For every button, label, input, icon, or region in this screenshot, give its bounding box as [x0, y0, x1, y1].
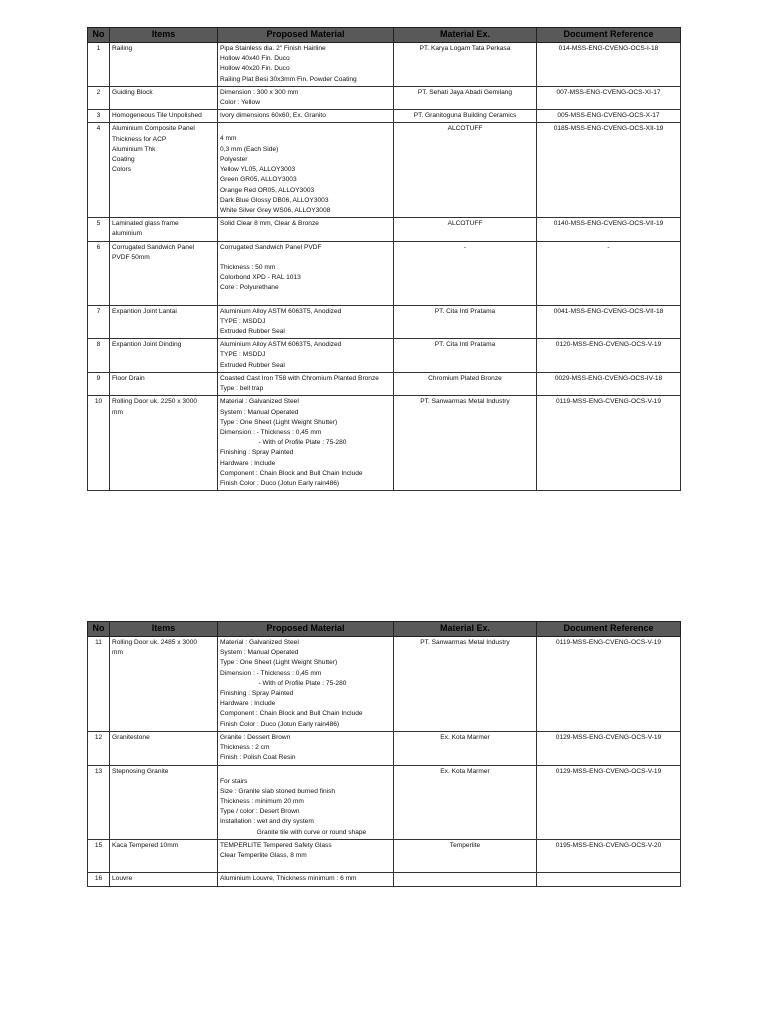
item-cell [110, 110, 218, 123]
row-number: 6 [88, 241, 110, 305]
proposed-material-cell [218, 123, 394, 218]
material-line: Extruded Rubber Seal [220, 361, 285, 369]
material-line: Finish : Polish Coat Resin [220, 754, 296, 762]
proposed-material-cell [218, 241, 394, 305]
material-line [220, 124, 391, 134]
material-line: Type / color : Desert Brown [220, 808, 300, 816]
proposed-material-cell [218, 839, 394, 872]
item-cell [110, 305, 218, 339]
table-row [88, 241, 681, 305]
material-line: Finish Color : Duco (Jotun Early rain486) [220, 720, 340, 728]
material-line: - With of Profile Plate : 75-280 [220, 439, 347, 447]
item-cell [110, 839, 218, 872]
material-line: Component : Chain Block and Bull Chain Include [220, 469, 363, 477]
material-line: For stairs [220, 777, 248, 785]
header-document-reference: Document Reference [537, 622, 681, 637]
material-line: System : Manual Operated [220, 408, 299, 416]
material-line: Material : Galvanized Steel [220, 638, 299, 646]
document-reference-cell: 0129-MSS-ENG-CVENG-OCS-V-19 [537, 731, 681, 765]
header-proposed-material: Proposed Material [218, 622, 394, 637]
material-line: TYPE : MSDDJ [220, 317, 266, 325]
document-reference-cell: 0140-MSS-ENG-CVENG-OCS-VII-19 [537, 218, 681, 241]
material-line: Aluminium Alloy ASTM 6063T5, Anodized [220, 341, 342, 349]
proposed-material-cell [218, 731, 394, 765]
row-number: 3 [88, 110, 110, 123]
material-table-2 [87, 621, 681, 887]
table-row [88, 110, 681, 123]
item-line: Aluminium Thk [112, 145, 156, 153]
item-cell [110, 765, 218, 839]
material-line: Size : Granite slab stoned burned finish [220, 787, 336, 795]
material-line: Thickness : 2 cm [220, 744, 270, 752]
material-line: Color : Yellow [220, 99, 260, 107]
proposed-material-cell [218, 396, 394, 491]
material-ex-cell [394, 873, 537, 886]
document-reference-cell: 0029-MSS-ENG-CVENG-OCS-IV-18 [537, 372, 681, 395]
item-cell [110, 339, 218, 373]
material-line: Finishing : Spray Painted [220, 690, 294, 698]
item-cell [110, 636, 218, 731]
material-line: Railing Plat Besi 30x3mm Fin. Powder Coating [220, 75, 357, 83]
item-cell [110, 86, 218, 109]
material-line: Coasted Cast Iron T58 with Chromium Planted Bronze [220, 374, 379, 382]
material-ex-cell: ALCOTUFF [394, 218, 537, 241]
header-proposed-material: Proposed Material [218, 28, 394, 43]
item-line: Rolling Door uk. 2250 x 3000 [112, 398, 198, 406]
material-line: Corrugated Sandwich Panel PVDF [220, 243, 322, 251]
material-line: Installation : wet and dry system [220, 818, 314, 826]
row-number: 5 [88, 218, 110, 241]
row-number: 16 [88, 873, 110, 886]
material-line: Type : One Sheet (Light Weight Shutter) [220, 418, 338, 426]
material-ex-cell: PT. Sehati Jaya Abadi Gemilang [394, 86, 537, 109]
header-material-ex: Material Ex. [394, 622, 537, 637]
table-row [88, 839, 681, 872]
item-line: Laminated glass frame [112, 220, 179, 228]
item-cell [110, 731, 218, 765]
item-line: Thickness for ACP [112, 135, 167, 143]
material-line: TYPE : MSDDJ [220, 351, 266, 359]
table-row [88, 42, 681, 86]
material-ex-cell: PT. Sanwarmas Metal Industry [394, 636, 537, 731]
material-line: Thickness : minimum 20 mm [220, 798, 304, 805]
row-number: 11 [88, 636, 110, 731]
material-line [220, 861, 391, 871]
item-line: Homogeneous Tile Unpolished [112, 112, 202, 120]
item-line: aluminium [112, 230, 143, 238]
proposed-material-cell [218, 765, 394, 839]
item-line: Railing [112, 44, 133, 52]
material-line: System : Manual Operated [220, 649, 299, 657]
proposed-material-cell [218, 86, 394, 109]
table-row [88, 396, 681, 491]
material-line: Dark Blue Glossy DB06, ALLOY3003 [220, 196, 329, 204]
header-items: Items [110, 622, 218, 637]
material-line: Dimension : - Thickness : 0,45 mm [220, 428, 322, 436]
item-line: Corrugated Sandwich Panel [112, 243, 195, 251]
document-reference-cell [537, 873, 681, 886]
material-ex-cell: PT. Cita Inti Pratama [394, 339, 537, 373]
document-reference-cell: 0120-MSS-ENG-CVENG-OCS-V-19 [537, 339, 681, 373]
row-number: 13 [88, 765, 110, 839]
material-line: - With of Profile Plate : 75-280 [220, 679, 347, 687]
material-line: Hollow 40x20 Fin. Duco [220, 65, 290, 73]
item-line: Guiding Block [112, 88, 153, 96]
material-line: Aluminium Alloy ASTM 6063T5, Anodized [220, 307, 342, 315]
item-line: Coating [112, 156, 135, 164]
material-ex-cell: PT. Karya Logam Tata Perkasa [394, 42, 537, 86]
item-line: Floor Drain [112, 374, 145, 382]
table-row [88, 372, 681, 395]
material-line [220, 253, 391, 263]
material-line: Component : Chain Block and Bull Chain Include [220, 710, 363, 718]
material-line [220, 294, 391, 304]
row-number: 4 [88, 123, 110, 218]
material-line: Pipa Stainless dia. 2" Finish Hairline [220, 44, 326, 52]
table-header-row [88, 622, 681, 637]
item-cell [110, 42, 218, 86]
table-row [88, 731, 681, 765]
header-no: No [88, 622, 110, 637]
item-cell [110, 396, 218, 491]
material-ex-cell: - [394, 241, 537, 305]
table-row [88, 765, 681, 839]
item-line: Aluminium Composite Panel [112, 125, 195, 133]
material-line: Ivory dimensions 60x60, Ex. Granito [220, 112, 326, 120]
material-ex-cell: Chromium Plated Bronze [394, 372, 537, 395]
material-ex-cell: PT. Cita Inti Pratama [394, 305, 537, 339]
material-line [220, 767, 391, 777]
document-reference-cell: 0129-MSS-ENG-CVENG-OCS-V-19 [537, 765, 681, 839]
material-line: Type : One Sheet (Light Weight Shutter) [220, 659, 338, 667]
item-line: PVDF 50mm [112, 253, 150, 261]
table-row [88, 636, 681, 731]
document-reference-cell: 0119-MSS-ENG-CVENG-OCS-V-19 [537, 636, 681, 731]
material-line: Thickness : 50 mm [220, 263, 276, 271]
document-reference-cell: 014-MSS-ENG-CVENG-OCS-I-18 [537, 42, 681, 86]
material-line: Finish Color : Duco (Jotun Early rain486) [220, 480, 340, 488]
row-number: 1 [88, 42, 110, 86]
proposed-material-cell [218, 636, 394, 731]
item-line: mm [112, 408, 123, 416]
material-line: Clear Temperlite Glass, 8 mm [220, 852, 307, 860]
material-line: Finishing : Spray Painted [220, 449, 294, 457]
material-line: Type : bell trap [220, 385, 264, 393]
material-line: 0,3 mm (Each Side) [220, 145, 279, 153]
proposed-material-cell [218, 110, 394, 123]
material-line: TEMPERLITE Tempered Safety Glass [220, 841, 332, 849]
document-reference-cell: 007-MSS-ENG-CVENG-OCS-XI-17 [537, 86, 681, 109]
proposed-material-cell [218, 42, 394, 86]
item-line: Louvre [112, 875, 133, 883]
table-row [88, 86, 681, 109]
proposed-material-cell [218, 305, 394, 339]
item-line: Rolling Door uk. 2485 x 3000 [112, 638, 198, 646]
document-reference-cell: 0185-MSS-ENG-CVENG-OCS-XII-19 [537, 123, 681, 218]
material-line: Hollow 40x40 Fin. Duco [220, 55, 290, 63]
item-line: mm [112, 649, 123, 657]
table-row [88, 873, 681, 886]
material-line: Solid Clear 8 mm, Clear & Bronze [220, 220, 319, 228]
material-line: Material : Galvanized Steel [220, 398, 299, 406]
item-line: Colors [112, 166, 132, 174]
row-number: 10 [88, 396, 110, 491]
material-line: Granite : Dessert Brown [220, 733, 291, 741]
material-line: Green GR05, ALLOY3003 [220, 176, 297, 184]
material-ex-cell: Ex. Kota Marmer [394, 765, 537, 839]
material-line: Colorbond XPD - RAL 1013 [220, 274, 301, 282]
document-reference-cell: 005-MSS-ENG-CVENG-OCS-X-17 [537, 110, 681, 123]
row-number: 7 [88, 305, 110, 339]
material-line: Hardware : Include [220, 459, 276, 467]
material-ex-cell: Ex. Kota Marmer [394, 731, 537, 765]
material-ex-cell: ALCOTUFF [394, 123, 537, 218]
table-header-row [88, 28, 681, 43]
material-line: Yellow YL05, ALLOY3003 [220, 166, 296, 174]
proposed-material-cell [218, 873, 394, 886]
item-cell [110, 123, 218, 218]
header-document-reference: Document Reference [537, 28, 681, 43]
material-line: Granite tile with curve or round shape [220, 828, 367, 836]
item-line: Expantion Joint Dinding [112, 341, 182, 349]
item-line: Stepnosing Granite [112, 767, 169, 775]
document-reference-cell: 0119-MSS-ENG-CVENG-OCS-V-19 [537, 396, 681, 491]
item-line: Expantion Joint Lantai [112, 307, 177, 315]
row-number: 12 [88, 731, 110, 765]
material-line: Extruded Rubber Seal [220, 327, 285, 335]
row-number: 9 [88, 372, 110, 395]
document-reference-cell: - [537, 241, 681, 305]
material-line: 4 mm [220, 135, 237, 143]
table-row [88, 123, 681, 218]
material-line: Hardware : Include [220, 700, 276, 708]
item-line: Granitestone [112, 733, 150, 741]
row-number: 8 [88, 339, 110, 373]
table-row [88, 218, 681, 241]
header-no: No [88, 28, 110, 43]
header-items: Items [110, 28, 218, 43]
material-ex-cell: Temperlite [394, 839, 537, 872]
document-reference-cell: 0195-MSS-ENG-CVENG-OCS-V-20 [537, 839, 681, 872]
proposed-material-cell [218, 339, 394, 373]
item-cell [110, 218, 218, 241]
material-ex-cell: PT. Granitoguna Building Ceramics [394, 110, 537, 123]
row-number: 15 [88, 839, 110, 872]
row-number: 2 [88, 86, 110, 109]
material-line: Orange Red OR05, ALLOY3003 [220, 186, 315, 194]
material-line: Aluminium Louvre, Thickness minimum : 6 mm [220, 875, 357, 883]
material-line: Dimension : - Thickness : 0,45 mm [220, 669, 322, 677]
table-row [88, 339, 681, 373]
proposed-material-cell [218, 372, 394, 395]
material-line: Core : Polyurethane [220, 284, 279, 292]
header-material-ex: Material Ex. [394, 28, 537, 43]
proposed-material-cell [218, 218, 394, 241]
material-ex-cell: PT. Sanwarmas Metal Industry [394, 396, 537, 491]
material-table-1 [87, 27, 681, 491]
item-cell [110, 372, 218, 395]
document-reference-cell: 0041-MSS-ENG-CVENG-OCS-VII-18 [537, 305, 681, 339]
table-row [88, 305, 681, 339]
item-cell [110, 873, 218, 886]
item-cell [110, 241, 218, 305]
material-line: White Silver Grey WS06, ALLOY3008 [220, 207, 331, 214]
item-line: Kaca Tempered 10mm [112, 841, 179, 849]
material-line: Polyester [220, 155, 248, 163]
material-line: Dimension : 300 x 300 mm [220, 88, 299, 96]
